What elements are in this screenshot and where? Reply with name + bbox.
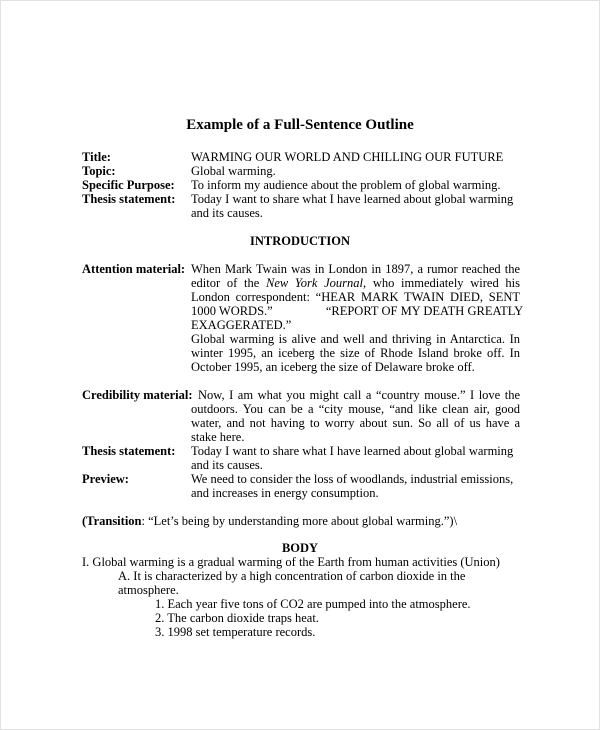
- attention-label: Attention material:: [82, 262, 186, 276]
- preview-line: and increases in energy consumption.: [191, 486, 379, 500]
- list-item: 3. 1998 set temperature records.: [155, 625, 316, 639]
- main-point-1: I. Global warming is a gradual warming of the Earth from human activities (Union): [82, 555, 500, 569]
- header-thesis-label: Thesis statement:: [82, 192, 176, 206]
- subpoint-a-continued: atmosphere.: [118, 583, 179, 597]
- preview-line: We need to consider the loss of woodlands, industrial emissions,: [191, 472, 514, 486]
- attention-line: Global warming is alive and well and thriving in Antarctica. In: [191, 332, 520, 346]
- credibility-label: Credibility material:: [82, 388, 193, 402]
- attention-line: London correspondent: “HEAR MARK TWAIN DIED, SENT: [191, 290, 520, 304]
- topic-value: Global warming.: [191, 164, 276, 178]
- list-item: 2. The carbon dioxide traps heat.: [155, 611, 319, 625]
- attention-line: editor of the New York Journal, who immediately wired his: [191, 276, 521, 290]
- purpose-value: To inform my audience about the problem of global warming.: [191, 178, 501, 192]
- attention-line: October 1995, an iceberg the size of Delaware broke off.: [191, 360, 475, 374]
- document-title: Example of a Full-Sentence Outline: [186, 117, 414, 133]
- title-value: WARMING OUR WORLD AND CHILLING OUR FUTURE: [191, 150, 504, 164]
- newspaper-name: New York Journal: [265, 276, 363, 290]
- body-heading: BODY: [281, 541, 319, 555]
- transition-label: (Transition: [82, 514, 142, 528]
- thesis-line: and its causes.: [191, 458, 263, 472]
- preview-label: Preview:: [82, 472, 129, 486]
- purpose-label: Specific Purpose:: [82, 178, 175, 192]
- attention-line: When Mark Twain was in London in 1897, a rumor reached the: [191, 262, 520, 276]
- credibility-line: water, and not having to worry about sun. So all of us have a: [191, 416, 520, 430]
- thesis-line: Today I want to share what I have learned about global warming: [191, 444, 514, 458]
- attention-line: 1000 WORDS.” “REPORT OF MY DEATH GREATLY: [191, 304, 524, 318]
- transition-statement: (Transition: “Let’s being by understanding more about global warming.”)\: [82, 514, 458, 528]
- introduction-heading: INTRODUCTION: [249, 234, 350, 248]
- title-label: Title:: [82, 150, 111, 164]
- thesis-label: Thesis statement:: [82, 444, 176, 458]
- topic-label: Topic:: [82, 164, 116, 178]
- attention-line: winter 1995, an iceberg the size of Rhode Island broke off. In: [191, 346, 520, 360]
- header-thesis-line: Today I want to share what I have learned about global warming: [191, 192, 514, 206]
- credibility-line: Now, I am what you might call a “country mouse.” I love the: [198, 388, 520, 402]
- header-thesis-line: and its causes.: [191, 206, 263, 220]
- subpoint-a: A. It is characterized by a high concentration of carbon dioxide in the: [118, 569, 466, 583]
- credibility-line: stake here.: [191, 430, 245, 444]
- attention-line: EXAGGERATED.”: [191, 318, 292, 332]
- list-item: 1. Each year five tons of CO2 are pumped into the atmosphere.: [155, 597, 471, 611]
- credibility-line: outdoors. You can be a “city mouse, “and like clean air, good: [191, 402, 520, 416]
